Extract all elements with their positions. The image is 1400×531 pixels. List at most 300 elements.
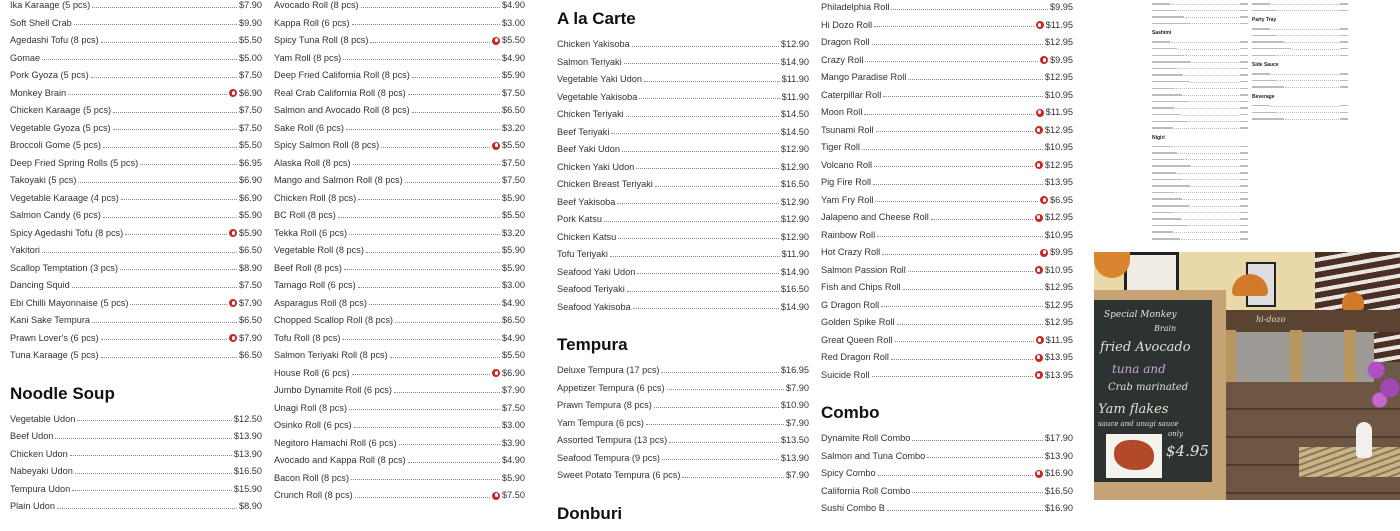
- menu-item-price: $6.90: [239, 175, 262, 185]
- menu-item-name: Seafood Tempura (9 pcs): [557, 452, 660, 463]
- menu-item-name: Salmon Passion Roll: [821, 264, 906, 275]
- menu-item: [557, 450, 809, 468]
- menu-item-name: Soft Shell Crab: [10, 17, 72, 28]
- menu-item: [10, 242, 262, 260]
- menu-item-name: Jumbo Dynamite Roll (6 pcs): [274, 385, 392, 395]
- thumbnail-menu-line: [1152, 149, 1248, 156]
- menu-item-name: Philadelphia Roll: [821, 2, 890, 12]
- menu-item-name: Broccoli Gome (5 pcs): [10, 140, 101, 150]
- menu-item-price: $12.95: [1044, 37, 1073, 47]
- thumbnail-menu-line: [1152, 209, 1248, 216]
- dot-leader: [101, 339, 227, 340]
- menu-item-price: $7.50: [239, 105, 262, 115]
- thumbnail-menu-line: [1252, 38, 1348, 45]
- dot-leader: [349, 409, 500, 410]
- dot-leader: [57, 508, 237, 509]
- menu-item: [557, 467, 809, 485]
- menu-item-name: Beef Teriyaki: [557, 126, 610, 137]
- menu-item-price: $13.90: [1044, 450, 1073, 461]
- dot-leader: [622, 151, 779, 152]
- menu-item: [557, 264, 809, 282]
- menu-item-price: $12.90: [780, 196, 809, 207]
- menu-item-price: $8.90: [239, 501, 262, 511]
- thumbnail-menu-line: [1152, 65, 1248, 72]
- thumbnail-menu-line: [1252, 25, 1348, 32]
- menu-item-price: $5.50: [239, 140, 262, 150]
- dot-leader: [366, 252, 500, 253]
- thumbnail-menu-line: [1152, 78, 1248, 85]
- menu-item-name: Chicken Yakisoba: [557, 39, 630, 49]
- dot-leader: [632, 46, 779, 47]
- thumbnail-menu-line: [1152, 235, 1248, 242]
- menu-item: [10, 85, 262, 103]
- thumbnail-menu-line: [1152, 0, 1248, 7]
- menu-item-name: Deep Fried Spring Rolls (5 pcs): [10, 157, 139, 168]
- dot-leader: [908, 79, 1043, 80]
- menu-item-price: $4.90: [502, 332, 525, 343]
- dot-leader: [113, 129, 237, 130]
- menu-item-price: $13.95: [1044, 352, 1073, 362]
- spicy-flame-icon: [229, 299, 237, 307]
- menu-item-price: $7.50: [239, 70, 262, 80]
- dot-leader: [140, 164, 237, 165]
- menu-item-name: Sweet Potato Tempura (6 pcs): [557, 470, 681, 480]
- dot-leader: [881, 306, 1043, 307]
- menu-item-name: Pig Fire Roll: [821, 177, 872, 187]
- thumbnail-menu-line: [1152, 58, 1248, 65]
- menu-item-price: $16.50: [780, 284, 809, 294]
- spicy-flame-icon: [1035, 161, 1043, 169]
- menu-item-name: Deluxe Tempura (17 pcs): [557, 365, 660, 375]
- menu-item: [821, 297, 1073, 315]
- menu-item: [821, 52, 1073, 70]
- menu-item: [274, 295, 525, 313]
- menu-item-price: $7.90: [786, 382, 809, 393]
- menu-item-price: $7.90: [786, 417, 809, 428]
- dot-leader: [912, 440, 1043, 441]
- menu-item-price: $12.95: [1044, 317, 1073, 327]
- menu-item: [274, 365, 525, 383]
- dot-leader: [655, 186, 779, 187]
- menu-item: [10, 277, 262, 295]
- thumbnail-section-title: Party Tray: [1252, 17, 1277, 24]
- dot-leader: [891, 9, 1048, 10]
- dot-leader: [394, 392, 500, 393]
- thumbnail-menu-line: [1152, 104, 1248, 111]
- dot-leader: [78, 182, 237, 183]
- dot-leader: [875, 201, 1038, 202]
- dot-leader: [343, 59, 500, 60]
- dot-leader: [903, 289, 1043, 290]
- dot-leader: [113, 112, 237, 113]
- menu-item-name: Mango and Salmon Roll (8 pcs): [274, 175, 403, 185]
- menu-item-name: Ika Karaage (5 pcs): [10, 0, 91, 10]
- menu-item: [821, 69, 1073, 87]
- menu-item-price: $13.90: [233, 431, 262, 441]
- menu-item-name: House Roll (6 pcs): [274, 367, 350, 378]
- menu-item-price: $17.90: [1044, 433, 1073, 443]
- dot-leader: [618, 238, 779, 239]
- thumbnail-menu-line: [1152, 52, 1248, 59]
- menu-item: [274, 417, 525, 435]
- menu-item-price: $6.95: [1050, 194, 1073, 205]
- menu-item-name: Spicy Agedashi Tofu (8 pcs): [10, 227, 124, 238]
- menu-item: [821, 34, 1073, 52]
- menu-item: [821, 465, 1073, 483]
- menu-item-price: $6.50: [239, 315, 262, 325]
- spicy-flame-icon: [492, 369, 500, 377]
- menu-item-price: $3.00: [502, 280, 525, 290]
- menu-item-price: $5.50: [502, 350, 525, 360]
- chalk-line: sauce and unagi sauce: [1098, 420, 1179, 428]
- menu-item-price: $11.95: [1045, 334, 1073, 345]
- dot-leader: [352, 24, 500, 25]
- dot-leader: [349, 234, 500, 235]
- menu-item: [274, 0, 525, 15]
- menu-item-price: $13.90: [233, 448, 262, 459]
- menu-item-price: $11.95: [1045, 19, 1073, 30]
- menu-item: [557, 299, 809, 317]
- menu-item-name: Vegetable Gyoza (5 pcs): [10, 122, 111, 133]
- menu-item-price: $12.95: [1044, 299, 1073, 310]
- menu-item-name: Yam Tempura (6 pcs): [557, 417, 644, 428]
- thumbnail-menu-line: [1152, 45, 1248, 52]
- menu-item: [10, 0, 262, 15]
- menu-item-price: $4.90: [502, 0, 525, 10]
- dot-leader: [908, 271, 1033, 272]
- menu-item: [557, 229, 809, 247]
- menu-item-name: Vegetable Yakisoba: [557, 91, 638, 102]
- dot-leader: [669, 442, 779, 443]
- menu-item: [557, 432, 809, 450]
- menu-item-price: $6.90: [239, 192, 262, 203]
- thumbnail-column-left: [1152, 0, 1248, 242]
- thumbnail-menu-line: [1252, 0, 1348, 7]
- dot-leader: [639, 98, 779, 99]
- menu-item-name: Chicken Teriyaki: [557, 109, 624, 119]
- menu-item-price: $13.90: [780, 452, 809, 463]
- menu-item-name: Unagi Roll (8 pcs): [274, 402, 348, 413]
- photo-bench: [1299, 447, 1400, 477]
- menu-item-name: Vegetable Udon: [10, 413, 76, 424]
- spicy-flame-icon: [1035, 126, 1043, 134]
- menu-item-name: Seafood Yaki Udon: [557, 266, 636, 277]
- menu-item: [821, 174, 1073, 192]
- menu-item-name: Beef Yakisoba: [557, 196, 616, 207]
- menu-item: [557, 397, 809, 415]
- menu-item-price: $12.90: [780, 231, 809, 242]
- dot-leader: [92, 322, 237, 323]
- menu-item-name: Beef Roll (8 pcs): [274, 262, 342, 273]
- thumbnail-menu-line: [1152, 13, 1248, 20]
- dot-leader: [872, 44, 1043, 45]
- thumbnail-menu-line: [1152, 85, 1248, 92]
- menu-item-name: Vegetable Karaage (4 pcs): [10, 192, 119, 203]
- menu-item-name: Salmon Candy (6 pcs): [10, 210, 101, 220]
- thumbnail-menu-line: [1152, 124, 1248, 131]
- spicy-flame-icon: [1035, 371, 1043, 379]
- menu-item: [821, 332, 1073, 350]
- dot-leader: [405, 182, 500, 183]
- menu-item: [274, 452, 525, 470]
- menu-item-price: $9.95: [1050, 54, 1073, 65]
- dot-leader: [361, 7, 500, 8]
- dot-leader: [610, 256, 780, 257]
- menu-item: [10, 32, 262, 50]
- menu-item-price: $10.95: [1044, 89, 1073, 100]
- dot-leader: [873, 184, 1043, 185]
- dot-leader: [617, 203, 778, 204]
- menu-item: [274, 382, 525, 400]
- menu-item: [821, 244, 1073, 262]
- menu-item-name: Fish and Chips Roll: [821, 282, 901, 292]
- dot-leader: [661, 372, 778, 373]
- menu-item: [274, 330, 525, 348]
- section-gap: [557, 316, 809, 330]
- spicy-flame-icon: [492, 37, 500, 45]
- menu-item-price: $7.90: [502, 385, 525, 395]
- photo-lamp: [1342, 292, 1364, 310]
- menu-item: [274, 32, 525, 50]
- menu-item-price: $12.95: [1044, 124, 1073, 135]
- menu-item-name: Ebi Chilli Mayonnaise (5 pcs): [10, 297, 129, 308]
- menu-item: [557, 141, 809, 159]
- dot-leader: [72, 287, 237, 288]
- menu-item: [10, 207, 262, 225]
- menu-item: [274, 347, 525, 365]
- menu-item: [10, 330, 262, 348]
- tempura-list: [557, 362, 809, 485]
- menu-item-price: $9.90: [239, 17, 262, 28]
- menu-item-price: $14.50: [780, 109, 809, 119]
- menu-item-name: Tofu Teriyaki: [557, 249, 608, 259]
- thumbnail-menu-line: [1152, 118, 1248, 125]
- menu-item-name: Avocado and Kappa Roll (8 pcs): [274, 455, 406, 465]
- menu-item-price: $14.90: [780, 301, 809, 312]
- menu-item: [557, 380, 809, 398]
- menu-thumbnail-image[interactable]: [1094, 0, 1400, 252]
- menu-item: [557, 211, 809, 229]
- menu-item-price: $7.90: [786, 470, 809, 480]
- menu-item-price: $6.50: [239, 350, 262, 360]
- thumbnail-section-title: Beverage: [1252, 93, 1275, 100]
- menu-item-name: Prawn Tempura (8 pcs): [557, 400, 652, 410]
- thumbnail-menu-line: [1152, 222, 1248, 229]
- photo-post: [1344, 330, 1356, 390]
- menu-item: [821, 314, 1073, 332]
- menu-item: [10, 312, 262, 330]
- menu-item: [557, 194, 809, 212]
- dot-leader: [346, 129, 500, 130]
- dot-leader: [627, 291, 779, 292]
- section-title-tempura: Tempura: [557, 335, 628, 354]
- menu-item: [274, 15, 525, 33]
- menu-item-price: $5.90: [239, 227, 262, 238]
- menu-item-price: $12.90: [780, 39, 809, 49]
- dot-leader: [358, 287, 500, 288]
- menu-item-name: Dragon Roll: [821, 37, 870, 47]
- menu-item-name: Crazy Roll: [821, 54, 864, 65]
- dot-leader: [604, 221, 779, 222]
- menu-item-name: Tekka Roll (6 pcs): [274, 227, 348, 238]
- menu-item-name: G Dragon Roll: [821, 299, 880, 310]
- thumbnail-menu-line: [1152, 189, 1248, 196]
- menu-item-price: $16.95: [780, 365, 809, 375]
- menu-item-price: $15.90: [233, 483, 262, 494]
- menu-item-name: Pork Gyoza (5 pcs): [10, 70, 89, 80]
- menu-item-name: Kappa Roll (6 pcs): [274, 17, 350, 28]
- combo-list: [821, 430, 1073, 518]
- menu-item: [274, 207, 525, 225]
- menu-item-price: $5.90: [239, 210, 262, 220]
- menu-item-name: Takoyaki (5 pcs): [10, 175, 77, 185]
- dot-leader: [74, 24, 237, 25]
- menu-item-price: $7.50: [502, 157, 525, 168]
- menu-item-price: $5.50: [502, 210, 525, 220]
- menu-item-price: $7.50: [502, 87, 525, 98]
- dot-leader: [667, 389, 784, 390]
- menu-item-name: Beef Udon: [10, 431, 54, 441]
- menu-item: [821, 227, 1073, 245]
- section-title-a-la-carte: A la Carte: [557, 9, 636, 28]
- photo-sign-beam: [1214, 310, 1400, 332]
- menu-item-name: Chicken Udon: [10, 448, 68, 459]
- menu-item-price: $7.90: [239, 297, 262, 308]
- dot-leader: [633, 308, 779, 309]
- menu-item-price: $13.95: [1044, 177, 1073, 187]
- menu-item-price: $10.95: [1044, 229, 1073, 240]
- menu-item-name: Salmon Teriyaki Roll (8 pcs): [274, 350, 388, 360]
- menu-item-price: $16.90: [1044, 468, 1073, 478]
- menu-item-name: Tuna Karaage (5 pcs): [10, 350, 99, 360]
- spicy-flame-icon: [1036, 109, 1044, 117]
- dot-leader: [342, 339, 500, 340]
- dot-leader: [912, 492, 1043, 493]
- chalk-line: Brain: [1154, 324, 1177, 333]
- thumbnail-menu-line: [1152, 202, 1248, 209]
- menu-item: [10, 155, 262, 173]
- dot-leader: [637, 273, 779, 274]
- menu-item: [274, 85, 525, 103]
- menu-item-name: Great Queen Roll: [821, 334, 893, 345]
- menu-item-name: Chicken Breast Teriyaki: [557, 179, 653, 189]
- menu-item: [274, 312, 525, 330]
- menu-column-special-rolls: [821, 0, 1073, 518]
- dot-leader: [887, 510, 1043, 511]
- dot-leader: [103, 217, 237, 218]
- thumbnail-section-title: Nigiri: [1152, 134, 1165, 141]
- menu-item-name: Caterpillar Roll: [821, 89, 882, 100]
- restaurant-photo[interactable]: [1094, 252, 1400, 500]
- menu-item-price: $11.90: [781, 249, 809, 259]
- appetizers-list: [10, 0, 262, 365]
- menu-item-price: $5.50: [502, 140, 525, 150]
- menu-item-price: $5.90: [502, 245, 525, 255]
- section-gap: [10, 365, 262, 379]
- menu-item-price: $5.90: [502, 262, 525, 273]
- menu-item-name: Monkey Brain: [10, 87, 67, 98]
- thumbnail-section-title: Side Sauce: [1252, 62, 1279, 69]
- menu-item-name: Salmon Teriyaki: [557, 56, 622, 67]
- dot-leader: [77, 420, 232, 421]
- menu-item-price: $12.90: [780, 144, 809, 154]
- chalk-line: Yam flakes: [1098, 402, 1169, 417]
- menu-item: [274, 400, 525, 418]
- menu-item: [821, 0, 1073, 17]
- menu-item-name: Assorted Tempura (13 pcs): [557, 435, 668, 445]
- menu-item: [557, 159, 809, 177]
- spicy-flame-icon: [229, 229, 237, 237]
- menu-item: [821, 104, 1073, 122]
- thumbnail-menu-line: [1152, 156, 1248, 163]
- menu-item-price: $7.50: [502, 402, 525, 413]
- dot-leader: [103, 147, 237, 148]
- spicy-flame-icon: [1035, 214, 1043, 222]
- dot-leader: [408, 94, 500, 95]
- menu-item-price: $13.95: [1044, 369, 1073, 380]
- thumbnail-menu-line: [1152, 143, 1248, 150]
- dot-leader: [408, 462, 500, 463]
- menu-item-name: Sake Roll (6 pcs): [274, 122, 344, 133]
- menu-item-name: Crunch Roll (8 pcs): [274, 490, 353, 500]
- thumbnail-menu-line: [1252, 52, 1348, 59]
- dot-leader: [70, 455, 232, 456]
- menu-item-name: Appetizer Tempura (6 pcs): [557, 382, 665, 393]
- menu-item-price: $6.95: [239, 157, 262, 168]
- menu-item: [10, 137, 262, 155]
- menu-item: [557, 89, 809, 107]
- menu-item: [821, 87, 1073, 105]
- menu-item-name: Dancing Squid: [10, 280, 70, 290]
- dot-leader: [682, 477, 784, 478]
- dot-leader: [351, 479, 500, 480]
- menu-item-name: Prawn Lover's (6 pcs): [10, 332, 99, 343]
- dot-leader: [344, 269, 500, 270]
- section-gap: [821, 384, 1073, 398]
- menu-item: [274, 225, 525, 243]
- menu-item: [821, 367, 1073, 385]
- menu-item: [10, 225, 262, 243]
- dot-leader: [352, 374, 490, 375]
- menu-item: [274, 50, 525, 68]
- photo-lucky-cat: [1356, 422, 1372, 458]
- menu-item-name: Asparagus Roll (8 pcs): [274, 297, 367, 308]
- menu-item-name: Beef Yaki Udon: [557, 144, 620, 154]
- dot-leader: [369, 304, 500, 305]
- thumbnail-menu-line: [1152, 38, 1248, 45]
- menu-item-price: $16.50: [233, 466, 262, 476]
- menu-item-price: $7.50: [502, 490, 525, 500]
- dot-leader: [130, 304, 227, 305]
- menu-item-price: $6.50: [239, 245, 262, 255]
- section-gap: [557, 485, 809, 499]
- menu-item: [557, 415, 809, 433]
- menu-item: [821, 139, 1073, 157]
- menu-item-name: Dynamite Roll Combo: [821, 433, 911, 443]
- menu-item: [821, 500, 1073, 518]
- menu-item-price: $11.90: [781, 74, 809, 84]
- menu-item-price: $12.95: [1044, 72, 1073, 82]
- menu-item-price: $5.90: [502, 70, 525, 80]
- thumbnail-menu-line: [1152, 228, 1248, 235]
- dot-leader: [353, 164, 500, 165]
- menu-item-price: $14.90: [780, 266, 809, 277]
- menu-item: [557, 281, 809, 299]
- menu-item-price: $10.90: [780, 400, 809, 410]
- menu-item-name: Seafood Yakisoba: [557, 301, 631, 312]
- menu-item-price: $11.90: [781, 91, 809, 102]
- thumbnail-menu-line: [1252, 7, 1348, 14]
